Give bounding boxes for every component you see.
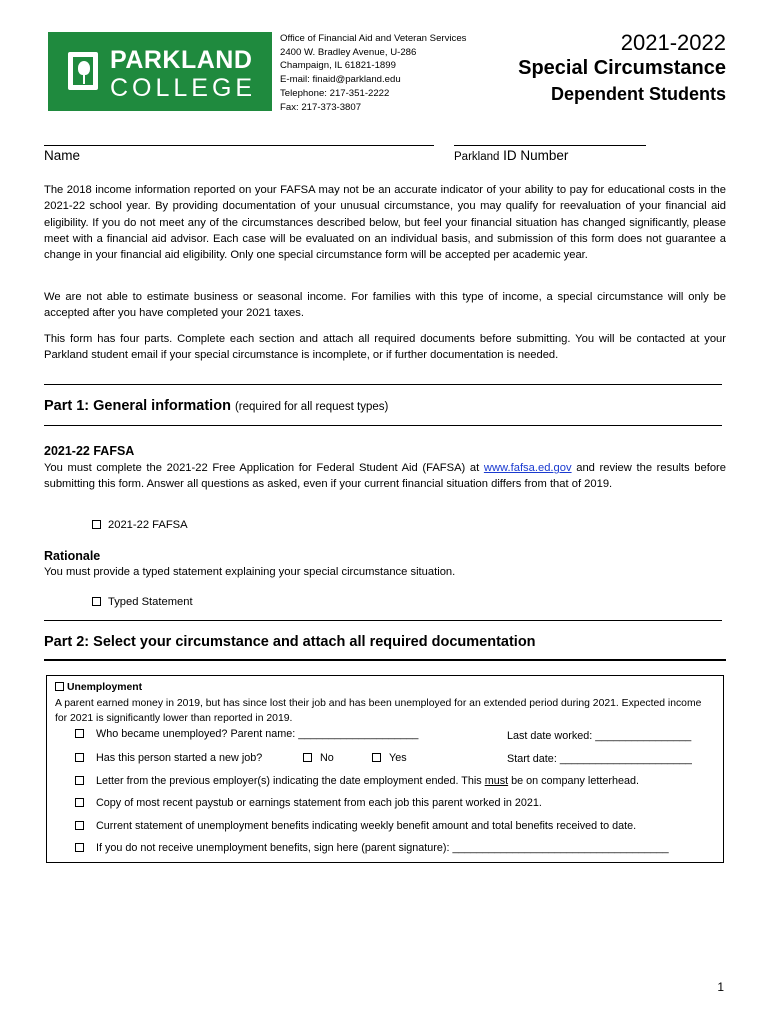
unemployment-label-row[interactable]: Unemployment (55, 680, 142, 695)
page-number: 1 (717, 980, 724, 994)
intro-paragraph-2: We are not able to estimate business or seasonal income. For families with this type of income, a special circumstance will only be accepted after you have completed your 2021 taxes. (44, 291, 726, 320)
fafsa-heading: 2021-22 FAFSA (44, 444, 135, 458)
rationale-instructions: You must provide a typed statement explaining your special circumstance situation. (44, 566, 456, 578)
paystub-checkbox[interactable] (75, 798, 84, 807)
fafsa-link[interactable]: www.fafsa.ed.gov (483, 462, 572, 474)
typed-statement-checkbox[interactable] (92, 597, 101, 606)
name-input-line[interactable] (44, 145, 434, 146)
parent-signature-checkbox[interactable] (75, 843, 84, 852)
employer-letter-checkbox[interactable] (75, 776, 84, 785)
unemployment-description: A parent earned money in 2019, but has since lost their job and has been unemployed for an extended period during 2021. Expected income for 2021 is significantly lower than reported in 2019. (55, 698, 702, 724)
office-address: Office of Financial Aid and Veteran Services 2400 W. Bradley Avenue, U-286 Champaign, IL 61821-1899 E-mail: finaid@parkland.edu Telephone: 217-351-2222 Fax: 217-373-3807 (280, 33, 467, 113)
rationale-heading: Rationale (44, 549, 101, 563)
fafsa-instructions: You must complete the 2021-22 Free Application for Federal Student Aid (FAFSA) at www.fafsa.ed.gov and review the results before submitting this form. Answer all questions as asked, even if your current financial situation differs from that of 2019. (44, 462, 726, 491)
paystub-row[interactable]: Copy of most recent paystub or earnings statement from each job this parent worked in 2021. (75, 797, 542, 809)
logo-text-parkland: PARKLAND (110, 46, 253, 74)
form-title-block (518, 30, 726, 107)
benefits-statement-checkbox[interactable] (75, 821, 84, 830)
unemployment-checkbox[interactable] (55, 682, 64, 691)
divider (44, 425, 722, 426)
employer-letter-row[interactable]: Letter from the previous employer(s) indicating the date employment ended. This must be on company letterhead. (75, 775, 639, 787)
id-number-input-line[interactable] (454, 145, 646, 146)
new-job-checkbox[interactable] (75, 753, 84, 762)
divider (44, 384, 722, 385)
new-job-no-option[interactable]: No (303, 752, 334, 764)
parent-signature-row[interactable]: If you do not receive unemployment benefits, sign here (parent signature): ____________________________________ (75, 842, 669, 854)
divider (44, 620, 722, 621)
form-title: Special Circumstance (518, 57, 726, 79)
who-unemployed-checkbox[interactable] (75, 729, 84, 738)
logo-text-college: COLLEGE (110, 74, 257, 102)
who-unemployed-row[interactable]: Who became unemployed? Parent name: ____________________ (75, 728, 418, 740)
benefits-statement-row[interactable]: Current statement of unemployment benefits indicating weekly benefit amount and total benefits received to date. (75, 820, 636, 832)
name-label: Name (44, 148, 81, 163)
fafsa-checkbox[interactable] (92, 520, 101, 529)
parkland-logo-icon (68, 52, 98, 90)
form-year: 2021-2022 (620, 30, 726, 55)
id-number-label: Parkland ID Number (454, 148, 569, 163)
new-job-row[interactable]: Has this person started a new job? (75, 752, 262, 764)
intro-paragraph-1: The 2018 income information reported on your FAFSA may not be an accurate indicator of your ability to pay for educational costs in the 2021-22 school year. By providing documentation of your unusual circumstance, you may qualify for reevaluation of your financial aid eligibility. If you do not meet any of the circumstances described below, but feel your financial situation has changed significantly, please meet with a financial aid advisor. Each case will be evaluated on an individual basis, and submission of this form does not guarantee a change in your financial aid eligibility. Only one special circumstance form will be accepted per academic year. (44, 184, 726, 262)
intro-paragraph-3: This form has four parts. Complete each section and attach all required documents before submitting. You will be contacted at your Parkland student email if your special circumstance is incomplete, or if further documentation is needed. (44, 333, 726, 362)
part2-heading: Part 2: Select your circumstance and attach all required documentation (44, 634, 536, 650)
new-job-no-checkbox[interactable] (303, 753, 312, 762)
new-job-yes-checkbox[interactable] (372, 753, 381, 762)
typed-statement-checkbox-row[interactable]: Typed Statement (92, 596, 193, 608)
part1-heading: Part 1: General information (required for all request types) (44, 398, 389, 414)
last-date-worked-field[interactable]: Last date worked: ________________ (507, 730, 692, 742)
fafsa-checkbox-row[interactable]: 2021-22 FAFSA (92, 519, 188, 531)
start-date-field[interactable]: Start date: ______________________ (507, 753, 692, 765)
parkland-college-logo (48, 32, 272, 111)
new-job-yes-option[interactable]: Yes (372, 752, 407, 764)
form-subtitle: Dependent Students (550, 84, 726, 104)
unemployment-section (46, 675, 724, 863)
part2-underline (44, 659, 726, 661)
